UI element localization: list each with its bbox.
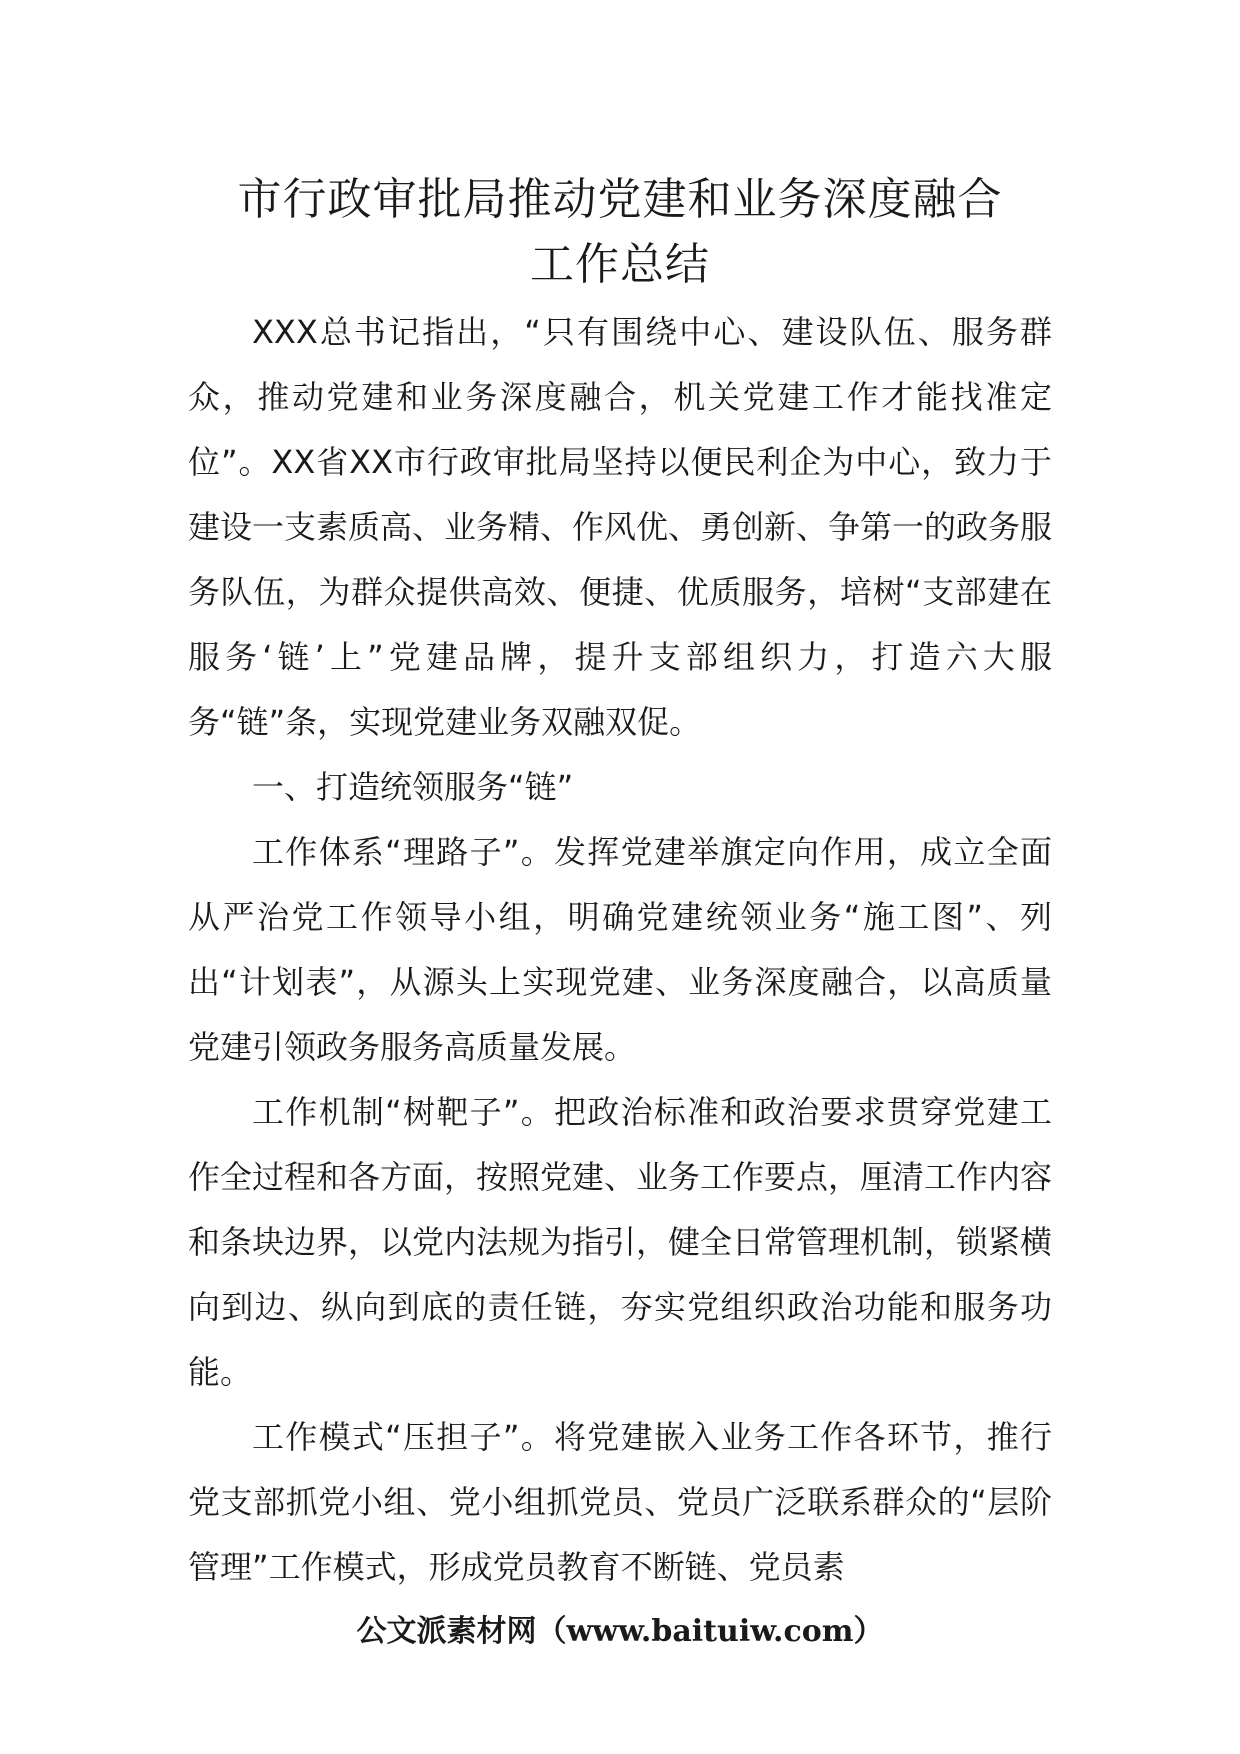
section-heading-1: 一、打造统领服务“链” xyxy=(252,768,574,806)
document-title-line-2: 工作总结 xyxy=(530,239,710,290)
paragraph-work-mode: 工作模式“压担子”。将党建嵌入业务工作各环节，推行党支部抓党小组、党小组抓党员、党员广泛联系群众的“层阶管理”工作模式，形成党员教育不断链、党员素 xyxy=(188,1418,1052,1586)
paragraph-work-mechanism: 工作机制“树靶子”。把政治标准和政治要求贯穿党建工作全过程和各方面，按照党建、业务工作要点，厘清工作内容和条块边界，以党内法规为指引，健全日常管理机制，锁紧横向到边、纵向到底的责任链，夯实党组织政治功能和服务功能。 xyxy=(188,1093,1053,1391)
document-body xyxy=(188,300,1052,1600)
document-title-line-1: 市行政审批局推动党建和业务深度融合 xyxy=(237,174,1003,225)
paragraph-intro: XXX总书记指出，“只有围绕中心、建设队伍、服务群众，推动党建和业务深度融合，机关党建工作才能找准定位”。XX省XX市行政审批局坚持以便民利企为中心，致力于建设一支素质高、业务精、作风优、勇创新、争第一的政务服务队伍，为群众提供高效、便捷、优质服务，培树“支部建在服务‘链’上”党建品牌，提升支部组织力，打造六大服务“链”条，实现党建业务双融双促。 xyxy=(188,313,1053,741)
paragraph-work-system: 工作体系“理路子”。发挥党建举旗定向作用，成立全面从严治党工作领导小组，明确党建统领业务“施工图”、列出“计划表”，从源头上实现党建、业务深度融合，以高质量党建引领政务服务高质量发展。 xyxy=(188,833,1052,1066)
footer-watermark: 公文派素材网（www.baituiw.com） xyxy=(356,1614,884,1649)
